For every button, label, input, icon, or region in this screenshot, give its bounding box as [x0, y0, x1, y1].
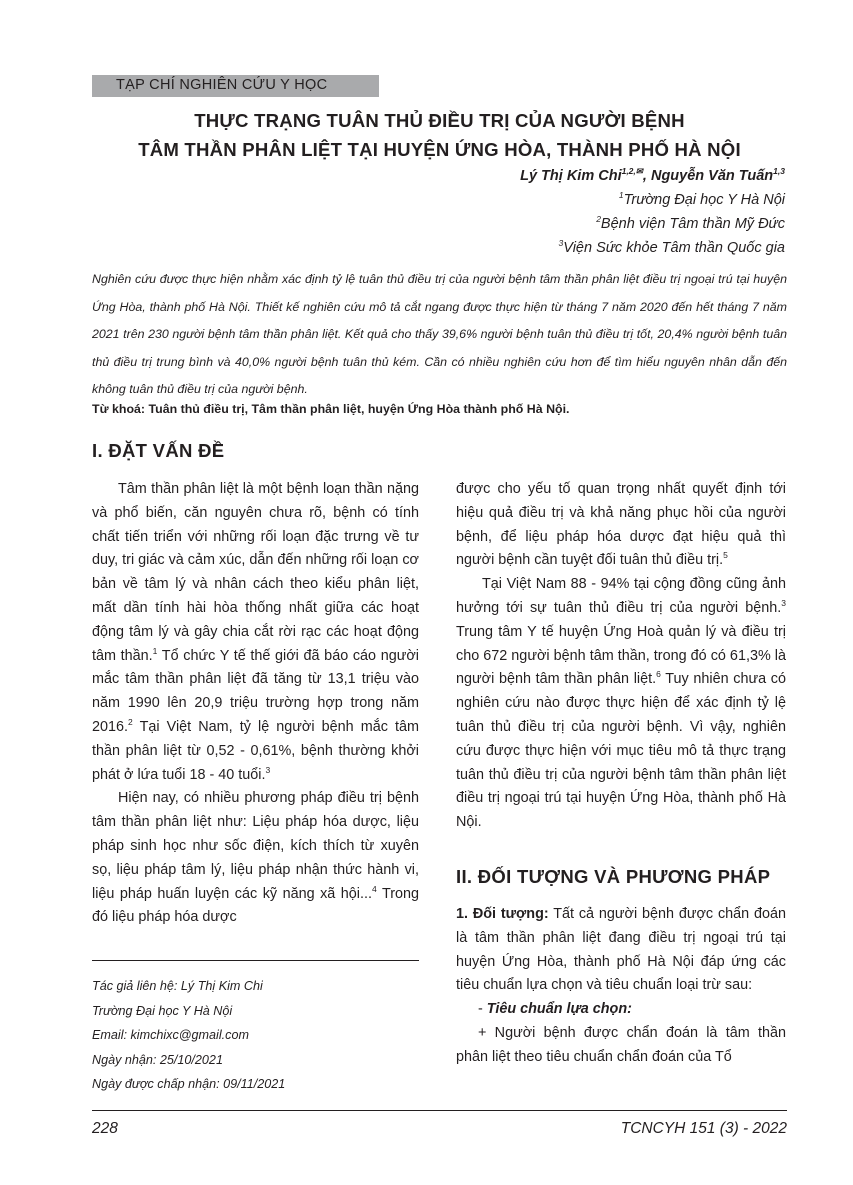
footnote-institution: Trường Đại học Y Hà Nội — [92, 1003, 233, 1018]
text-run: + Người bệnh được chẩn đoán là tâm thần phân liệt theo tiêu chuẩn chẩn đoán của Tổ — [456, 1024, 786, 1065]
subject-label: 1. Đối tượng: — [456, 906, 549, 922]
text-run: Hiện nay, có nhiều phương pháp điều trị bệnh tâm thần phân liệt như: Liệu pháp hóa dược, liệu pháp sinh học như sốc điện, kích thích từ xuyên sọ, liệu pháp tâm lý, liệu pháp nhận thức hành vi, liệu pháp huấn luyện các kỹ năng xã hội... — [92, 790, 419, 902]
footnote-divider — [92, 960, 419, 961]
citation-ref: 4 — [371, 883, 377, 894]
text-run: Tổ chức Y tế thế giới đã báo cáo người mắc tâm thần phân liệt đã tăng từ 13,1 triệu vào năm 1990 lên 20,9 triệu trường hợp trong năm 2016. — [92, 647, 419, 735]
paper-title-line-2: TÂM THẦN PHÂN LIỆT TẠI HUYỆN ỨNG HÒA, THÀNH PHỐ HÀ NỘI — [138, 139, 741, 160]
citation-ref: 2 — [128, 717, 133, 728]
citation-ref: 3 — [781, 598, 786, 609]
page-number: 228 — [92, 1120, 118, 1137]
author-1-affiliation-marks: 1,2,✉ — [621, 166, 643, 177]
text-run: Trung tâm Y tế huyện Ứng Hoà quản lý và điều trị cho 672 người bệnh tâm thần, trong đó có 61,3% là người bệnh tâm thần phân liệt. — [456, 623, 786, 688]
section-1-heading: I. ĐẶT VẤN ĐỀ — [92, 440, 225, 461]
citation-ref: 5 — [723, 550, 728, 561]
affiliation-2 — [596, 216, 785, 232]
dash: - — [478, 1001, 487, 1018]
right-paragraph-1 — [456, 478, 786, 573]
footnotes — [92, 974, 285, 1097]
left-column — [92, 478, 419, 930]
right-column-continued — [456, 903, 786, 1070]
affiliation-1-text: Trường Đại học Y Hà Nội — [623, 192, 785, 208]
footer-divider — [92, 1110, 787, 1111]
author-1: Lý Thị Kim Chi — [520, 168, 622, 184]
paper-title-line-1: THỰC TRẠNG TUÂN THỦ ĐIỀU TRỊ CỦA NGƯỜI BỆNH — [194, 110, 685, 131]
journal-citation: TCNCYH 151 (3) - 2022 — [620, 1120, 787, 1137]
author-2: Nguyễn Văn Tuấn — [650, 168, 774, 184]
footnote-accepted: Ngày được chấp nhận: 09/11/2021 — [92, 1077, 286, 1091]
left-paragraph-2 — [92, 787, 419, 930]
author-list — [520, 168, 785, 184]
journal-header-band — [92, 75, 379, 97]
text-run: được cho yếu tố quan trọng nhất quyết định tới hiệu quả điều trị và khả năng phục hồi của người bệnh, để liệu pháp hóa dược đạt hiệu quả thì người bệnh cần tuyệt đối tuân thủ điều trị. — [456, 481, 786, 569]
text-run: Tất cả người bệnh được chẩn đoán là tâm thần phân liệt đang điều trị ngoại trú tại huyện Ứng Hòa, thành phố Hà Nội đáp ứng các tiêu chuẩn lựa chọn và tiêu chuẩn loại trừ sau: — [456, 906, 786, 994]
keywords: Từ khoá: Tuân thủ điều trị, Tâm thần phân liệt, huyện Ứng Hòa thành phố Hà Nội. — [92, 402, 570, 416]
text-run: Tại Việt Nam 88 - 94% tại cộng đồng cũng ảnh hưởng tới sự tuân thủ điều trị của người bệnh. — [456, 576, 786, 616]
author-2-affiliation-marks: 1,3 — [773, 166, 785, 177]
footnote-received: Ngày nhận: 25/10/2021 — [92, 1052, 223, 1067]
affiliation-1-mark: 1 — [618, 190, 624, 201]
affiliation-3-mark: 3 — [558, 238, 564, 249]
affiliation-3 — [559, 240, 785, 256]
author-separator: , — [642, 168, 651, 184]
right-paragraph-3 — [456, 903, 786, 998]
affiliation-2-mark: 2 — [596, 214, 601, 225]
text-run: Tại Việt Nam, tỷ lệ người bệnh mắc tâm thần phân liệt từ 0,52 - 0,61%, bệnh thường khởi phát ở lứa tuổi 18 - 40 tuổi. — [92, 718, 419, 783]
text-run: Trong đó liệu pháp hóa dược — [92, 885, 420, 926]
affiliation-1 — [619, 192, 785, 208]
citation-ref: 3 — [265, 764, 271, 775]
journal-name: TẠP CHÍ NGHIÊN CỨU Y HỌC — [116, 77, 328, 93]
abstract: Nghiên cứu được thực hiện nhằm xác định tỷ lệ tuân thủ điều trị của người bệnh tâm thần phân liệt điều trị ngoại trú tại huyện Ứng Hòa, thành phố Hà Nội. Thiết kế nghiên cứu mô tả cắt ngang được thực hiện từ tháng 7 năm 2020 đến hết tháng 7 năm 2021 trên 230 người bệnh tâm thần phân liệt. Kết quả cho thấy 39,6% người bệnh tuân thủ điều trị tốt, 20,4% người bệnh tuân thủ điều trị trung bình và 40,0% người bệnh tuân thủ kém. Cần có nhiều nghiên cứu hơn để tìm hiểu nguyên nhân dẫn đến không tuân thủ điều trị của người bệnh. — [92, 272, 787, 396]
affiliation-2-text: Bệnh viện Tâm thần Mỹ Đức — [600, 216, 785, 232]
text-run: Tâm thần phân liệt là một bệnh loạn thần nặng và phổ biến, căn nguyên chưa rõ, bệnh có tính chất tiến triển với những rối loạn đặc trưng về tư duy, tri giác và cảm xúc, dẫn đến những rối loạn cơ bản về tâm lý và nhân cách theo kiểu phân liệt, mất dần tính hài hòa thống nhất giữa các hoạt động tâm lý và gây chia cắt rời rạc các hoạt động tâm thần. — [92, 481, 419, 664]
left-paragraph-1 — [92, 478, 419, 787]
inclusion-criteria-label: Tiêu chuẩn lựa chọn: — [486, 1001, 632, 1018]
text-run: Tuy nhiên chưa có nghiên cứu nào được thực hiện để xác định tỷ lệ tuân thủ điều trị của người bệnh. Vì vậy, nghiên cứu được thực hiện với mục tiêu mô tả thực trạng tuân thủ điều trị của người bệnh tâm thần phân liệt điều trị ngoại trú tại huyện Ứng Hòa, thành phố Hà Nội. — [456, 671, 787, 831]
citation-ref: 1 — [152, 645, 158, 656]
footnote-email: Email: kimchixc@gmail.com — [92, 1028, 249, 1042]
footnote-contact: Tác giả liên hệ: Lý Thị Kim Chi — [92, 979, 263, 993]
right-paragraph-4 — [456, 998, 786, 1022]
right-paragraph-2 — [456, 573, 786, 835]
affiliation-3-text: Viện Sức khỏe Tâm thần Quốc gia — [563, 240, 785, 256]
section-2-heading: II. ĐỐI TƯỢNG VÀ PHƯƠNG PHÁP — [456, 866, 771, 887]
right-paragraph-5 — [456, 1022, 786, 1070]
right-column — [456, 478, 786, 835]
citation-ref: 6 — [656, 669, 661, 680]
